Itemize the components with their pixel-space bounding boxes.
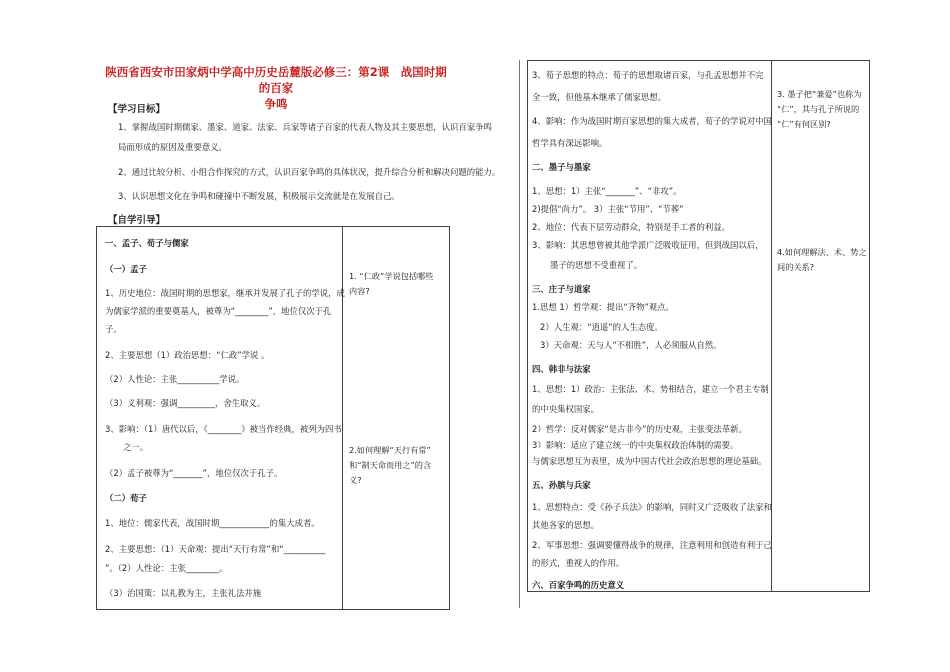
text-line: 3）天命观：天与人“不相胜”，人必须服从自然。 <box>540 340 722 350</box>
text-line: （3）义利观：强调_________，舍生取义。 <box>105 398 266 408</box>
text-line: 与儒家思想互为表里，成为中国古代社会政治思想的理论基础。 <box>532 456 767 466</box>
question-1 <box>349 269 433 299</box>
text-line: 之一。 <box>123 442 149 452</box>
text-line: 1.思想 1）哲学观：提出“齐物”观点。 <box>532 302 674 312</box>
subsection-heading: （二）荀子 <box>105 493 147 503</box>
text-line: 的中央集权国家。 <box>532 404 599 414</box>
objectives-heading: 【学习目标】 <box>108 104 166 115</box>
text-line: 3、荀子思想的特点：荀子的思想取诸百家，与孔孟思想并不完 <box>532 70 764 80</box>
question-line: 间的关系? <box>777 262 815 272</box>
text-line: 2)提倡“尚力”。 3）主张“节用”、“节葬” <box>532 204 684 214</box>
question-line: 4.如何理解法、术、势之 <box>777 247 867 257</box>
left-content-cell <box>97 227 343 610</box>
subsection-heading: （一）孟子 <box>105 264 147 274</box>
objective-1a: 1、掌握战国时期儒家、墨家、道家、法家、兵家等诸子百家的代表人物及其主要思想，认识百家争鸣 <box>118 122 492 132</box>
section-heading: 四、韩非与法家 <box>532 364 591 374</box>
document-title-line-1: 陕西省西安市田家炳中学高中历史岳麓版必修三：第2课 战国时期的百家 <box>105 65 447 95</box>
column-divider <box>519 60 520 608</box>
text-line: 2、主要思想（1）政治思想：“仁政”学说 。 <box>105 350 270 360</box>
text-line: 哲学具有深远影响。 <box>532 138 608 148</box>
text-line: 1、地位：儒家代表，战国时期____________的集大成者。 <box>105 518 320 528</box>
section-heading: 二、墨子与墨家 <box>532 162 591 172</box>
text-line: 3、影响：其思想曾被其他学派广泛吸收征用，但到战国以后， <box>532 240 764 250</box>
text-line: 墨子的思想不受重视了。 <box>550 260 643 270</box>
guide-heading: 【自学引导】 <box>108 215 166 226</box>
text-line: 2、主要思想：（1）天命观：提出“天行有常”和“__________ <box>105 544 326 554</box>
left-study-table <box>96 226 450 610</box>
question-2 <box>349 443 431 488</box>
left-question-cell <box>343 227 450 610</box>
question-line: 2.如何理解“天行有常” <box>349 445 431 455</box>
objective-3: 3、认识思想文化在争鸣和碰撞中不断发展，积极展示交流就是在发展自己。 <box>118 191 400 201</box>
question-line: 3. 墨子把“兼爱”也称为 <box>777 89 862 99</box>
question-line: 内容? <box>349 286 370 296</box>
objective-2: 2、通过比较分析、小组合作探究的方式，认识百家争鸣的具体状况，提升综合分析和解决问题的能力。 <box>118 167 501 177</box>
section-heading: 三、庄子与道家 <box>532 284 591 294</box>
text-line: （2）人性论：主张__________学说。 <box>105 374 245 384</box>
text-line: 2、军事思想：强调要懂得战争的规律，注意利用和创造有利于己 <box>532 540 772 550</box>
text-line: 1、思想特点：受《孙子兵法》的影响，同时又广泛吸收了法家和 <box>532 502 772 512</box>
text-line: 为儒家学派的重要奠基人，被尊为“________”，地位仅次于孔 <box>105 306 332 316</box>
right-question-cell <box>772 61 870 592</box>
text-line: 其他各家的思想。 <box>532 520 599 530</box>
text-line: 4、影响：作为战国时期百家思想的集大成者，荀子的学说对中国 <box>532 116 772 126</box>
question-line: 义? <box>349 475 362 485</box>
text-line: 3、影响：（1）唐代以后，《________》被当作经典，被列为四书 <box>105 424 342 434</box>
text-line: 全一致，但他基本继承了儒家思想。 <box>532 92 666 102</box>
question-line: 1. “仁政”学说包括哪些 <box>349 271 434 281</box>
question-line: 和“制天命而用之”的含 <box>349 460 432 470</box>
objective-1b: 局面形成的原因及重要意义。 <box>118 142 227 152</box>
section-heading: 一、孟子、荀子与儒家 <box>105 238 189 248</box>
section-heading: 五、孙膑与兵家 <box>532 480 591 490</box>
text-line: 2）人生观：“逍遥”的人生态度。 <box>540 322 663 332</box>
text-line: 子。 <box>105 324 122 334</box>
question-line: “仁”，其与孔子所说的 <box>777 104 860 114</box>
text-line: 的形式，重视人的作用。 <box>532 558 625 568</box>
text-line: 2、地位：代表下层劳动群众，特别是手工者的利益。 <box>532 222 730 232</box>
text-line: （3）治国策：以礼教为主，主张礼法并施 <box>105 588 262 598</box>
document-title-line-2: 争鸣 <box>264 97 288 111</box>
question-3 <box>777 87 861 132</box>
text-line: 1、历史地位：战国时期的思想家，继承并发展了孔子的学说，成 <box>105 288 345 298</box>
right-content-cell <box>528 61 772 592</box>
section-heading: 六、百家争鸣的历史意义 <box>532 580 625 590</box>
text-line: 3）影响：适应了建立统一的中央集权政治体制的需要。 <box>532 440 739 450</box>
question-4 <box>777 245 867 275</box>
question-line: “仁”有何区别? <box>777 119 831 129</box>
right-study-table <box>527 60 870 592</box>
text-line: ”。（2）人性论：主张________。 <box>105 563 228 573</box>
text-line: 2）哲学：反对儒家“是古非今”的历史观，主张变法革新。 <box>532 424 748 434</box>
text-line: （2）孟子被尊为“_______”，地位仅次于孔子。 <box>105 468 283 478</box>
text-line: 1、思想：1）主张“_______”、“非攻”。 <box>532 186 682 196</box>
text-line: 1、思想：1）政治：主张法、术、势相结合，建立一个君主专制 <box>532 384 769 394</box>
